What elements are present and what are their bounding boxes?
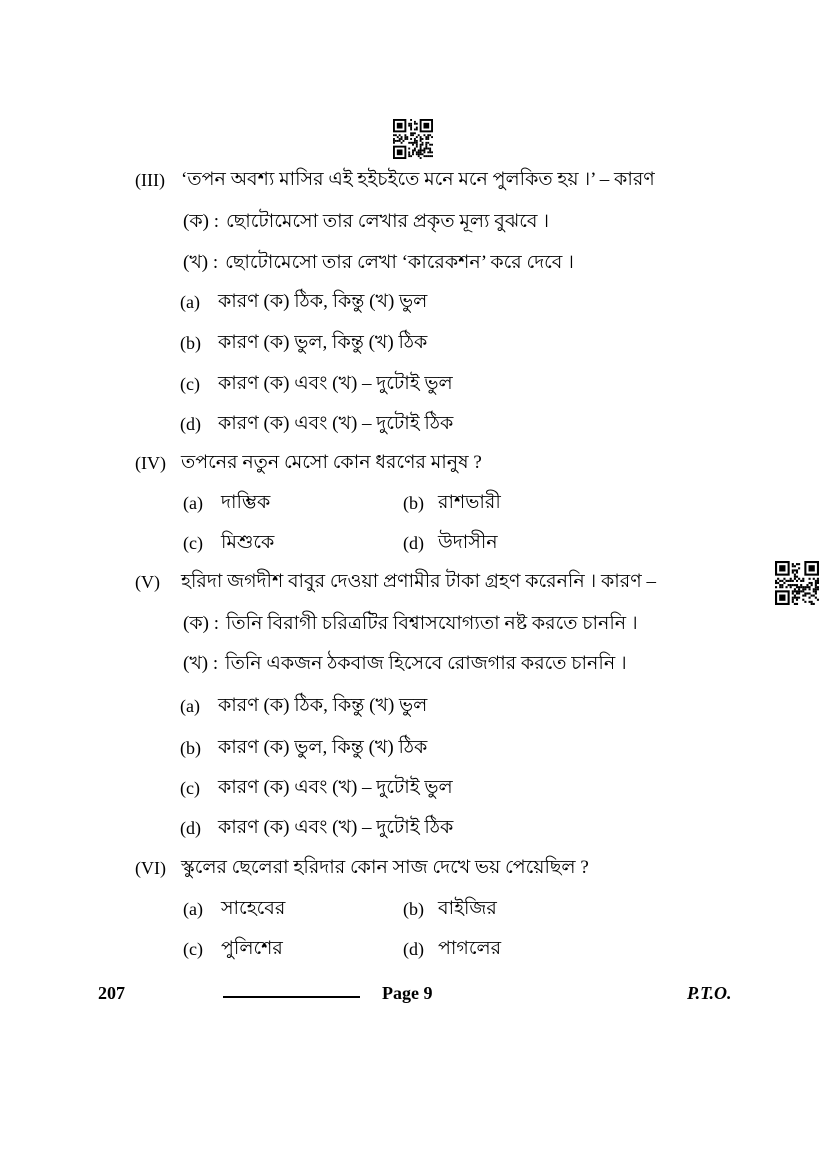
option-letter: (c) bbox=[183, 533, 203, 553]
statement-text: তিনি বিরাগী চরিত্রটির বিশ্বাসযোগ্যতা নষ্ট করতে চাননি । bbox=[225, 613, 638, 634]
option-letter: (b) bbox=[180, 333, 201, 353]
question-iii-text: ‘তপন অবশ্য মাসির এই হইচইতে মনে মনে পুলকিত হয় ।’ – কারণ bbox=[181, 169, 655, 190]
option-letter: (b) bbox=[403, 493, 424, 513]
question-iii-number: (III) bbox=[135, 170, 165, 190]
option-letter: (d) bbox=[403, 939, 424, 959]
statement-text: তিনি একজন ঠকবাজ হিসেবে রোজগার করতে চাননি । bbox=[225, 653, 627, 674]
option-text: উদাসীন bbox=[438, 532, 498, 553]
question-iii-option-a bbox=[180, 288, 427, 316]
option-text: বাইজির bbox=[438, 898, 497, 919]
question-v-text: হরিদা জগদীশ বাবুর দেওয়া প্রণামীর টাকা গ্রহণ করেননি । কারণ – bbox=[181, 571, 656, 592]
statement-label: (ক) : bbox=[183, 613, 219, 634]
option-letter: (a) bbox=[180, 696, 200, 716]
question-iii-statement-ka bbox=[183, 208, 549, 236]
question-iii-option-d bbox=[180, 410, 453, 438]
option-letter: (a) bbox=[183, 493, 203, 513]
option-letter: (d) bbox=[180, 818, 201, 838]
option-letter: (d) bbox=[403, 533, 424, 553]
question-v-option-c bbox=[180, 774, 453, 802]
question-v-option-d bbox=[180, 814, 453, 842]
pto-label: P.T.O. bbox=[687, 983, 732, 1003]
option-text: কারণ (ক) এবং (খ) – দুটোই ঠিক bbox=[218, 817, 454, 838]
question-v-heading bbox=[135, 568, 656, 596]
question-iv-text: তপনের নতুন মেসো কোন ধরণের মানুষ ? bbox=[181, 452, 482, 473]
option-letter: (c) bbox=[180, 374, 200, 394]
question-v-option-a bbox=[180, 692, 427, 720]
page-number: Page 9 bbox=[382, 983, 433, 1003]
option-text: সাহেবের bbox=[221, 898, 286, 919]
question-iii-statement-kha bbox=[183, 249, 574, 277]
option-letter: (d) bbox=[180, 414, 201, 434]
option-text: কারণ (ক) ভুল, কিন্তু (খ) ঠিক bbox=[218, 332, 428, 353]
option-text: পাগলের bbox=[438, 938, 502, 959]
question-iii-option-b bbox=[180, 329, 427, 357]
option-text: কারণ (ক) ভুল, কিন্তু (খ) ঠিক bbox=[218, 737, 428, 758]
option-text: মিশুকে bbox=[221, 532, 275, 553]
question-v-statement-kha bbox=[183, 650, 627, 678]
question-iv-options-row-1 bbox=[183, 489, 501, 517]
statement-text: ছোটোমেসো তার লেখা ‘কারেকশন’ করে দেবে । bbox=[225, 252, 574, 273]
question-iii-heading bbox=[135, 166, 655, 194]
option-letter: (a) bbox=[180, 292, 200, 312]
question-iii-option-c bbox=[180, 370, 453, 398]
option-letter: (c) bbox=[180, 778, 200, 798]
question-vi-heading bbox=[135, 854, 589, 882]
question-iv-number: (IV) bbox=[135, 453, 166, 473]
paper-code: 207 bbox=[98, 983, 125, 1003]
statement-label: (খ) : bbox=[183, 653, 219, 674]
option-text: কারণ (ক) এবং (খ) – দুটোই ঠিক bbox=[218, 413, 454, 434]
footer-divider-line bbox=[223, 996, 360, 998]
question-v-number: (V) bbox=[135, 572, 160, 592]
question-iv-heading bbox=[135, 449, 482, 477]
qr-code-top-icon bbox=[393, 119, 433, 159]
option-text: পুলিশের bbox=[221, 938, 283, 959]
statement-label: (ক) : bbox=[183, 211, 219, 232]
qr-code-side-icon bbox=[775, 561, 819, 605]
question-vi-number: (VI) bbox=[135, 858, 166, 878]
option-text: কারণ (ক) ঠিক, কিন্তু (খ) ভুল bbox=[218, 695, 428, 716]
option-letter: (c) bbox=[183, 939, 203, 959]
option-text: কারণ (ক) এবং (খ) – দুটোই ভুল bbox=[218, 777, 453, 798]
question-v-option-b bbox=[180, 734, 427, 762]
question-vi-options-row-1 bbox=[183, 895, 497, 923]
option-letter: (b) bbox=[180, 738, 201, 758]
question-v-statement-ka bbox=[183, 610, 638, 638]
option-text: কারণ (ক) এবং (খ) – দুটোই ভুল bbox=[218, 373, 453, 394]
statement-text: ছোটোমেসো তার লেখার প্রকৃত মূল্য বুঝবে । bbox=[225, 211, 550, 232]
option-letter: (a) bbox=[183, 899, 203, 919]
option-text: রাশভারী bbox=[438, 492, 501, 513]
statement-label: (খ) : bbox=[183, 252, 219, 273]
question-iv-options-row-2 bbox=[183, 529, 498, 557]
option-text: দাম্ভিক bbox=[221, 492, 271, 513]
question-vi-text: স্কুলের ছেলেরা হরিদার কোন সাজ দেখে ভয় পেয়েছিল ? bbox=[181, 857, 589, 878]
option-text: কারণ (ক) ঠিক, কিন্তু (খ) ভুল bbox=[218, 291, 428, 312]
question-vi-options-row-2 bbox=[183, 935, 501, 963]
option-letter: (b) bbox=[403, 899, 424, 919]
